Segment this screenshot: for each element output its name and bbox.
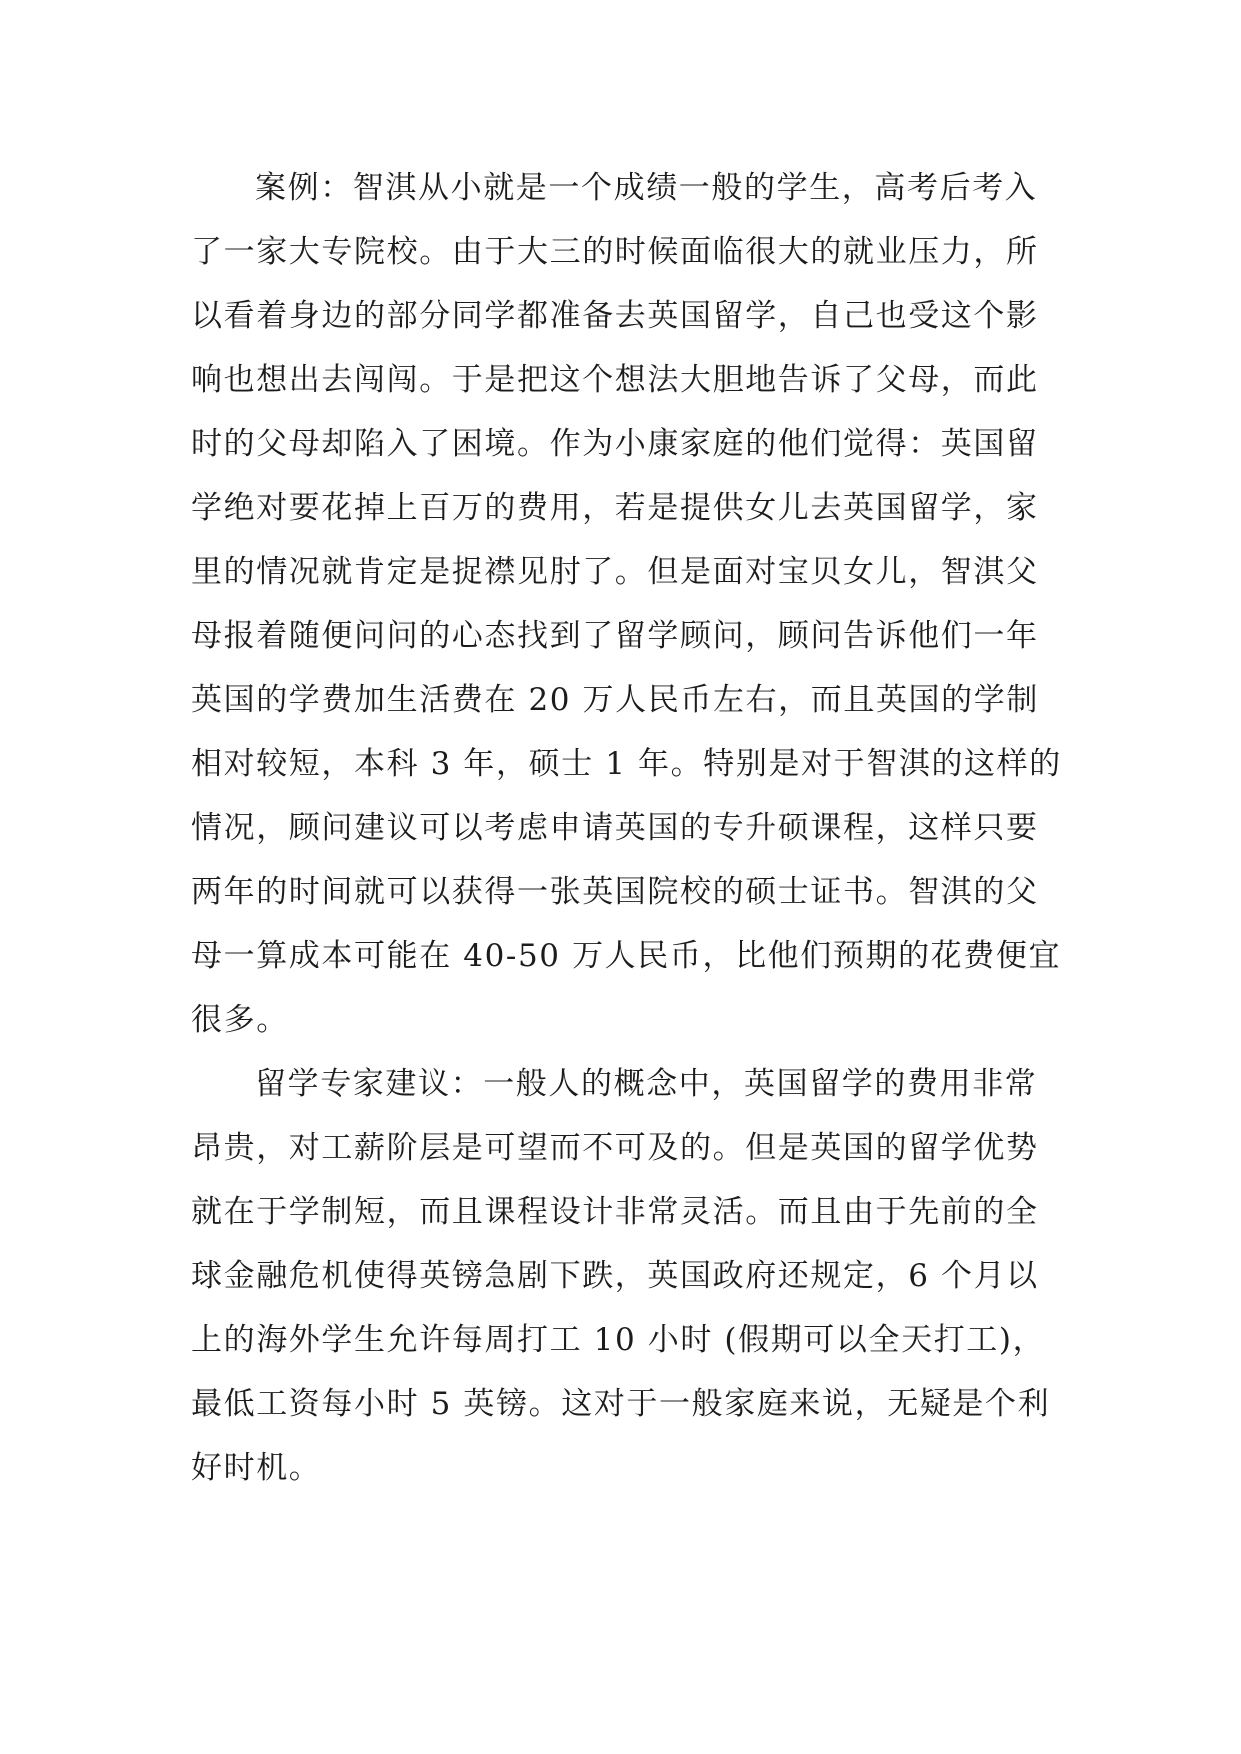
text-line: 母一算成本可能在 40-50 万人民币，比他们预期的花费便宜 xyxy=(191,938,1062,974)
text-line: 相对较短，本科 3 年，硕士 1 年。特别是对于智淇的这样的 xyxy=(191,746,1062,782)
text-line: 学绝对要花掉上百万的费用，若是提供女儿去英国留学，家 xyxy=(191,490,1039,526)
text-line: 英国的学费加生活费在 20 万人民币左右，而且英国的学制 xyxy=(191,682,1039,718)
text-line: 了一家大专院校。由于大三的时候面临很大的就业压力，所 xyxy=(191,234,1039,270)
text-line: 球金融危机使得英镑急剧下跌，英国政府还规定，6 个月以 xyxy=(191,1258,1039,1294)
text-line: 上的海外学生允许每周打工 10 小时 (假期可以全天打工)， xyxy=(191,1322,1046,1358)
text-line: 两年的时间就可以获得一张英国院校的硕士证书。智淇的父 xyxy=(191,874,1039,910)
body-text xyxy=(191,156,1062,1500)
expert-advice-paragraph xyxy=(191,1052,1051,1500)
text-line: 好时机。 xyxy=(191,1450,322,1486)
text-line: 昂贵，对工薪阶层是可望而不可及的。但是英国的留学优势 xyxy=(191,1130,1039,1166)
text-line: 留学专家建议：一般人的概念中，英国留学的费用非常 xyxy=(255,1066,1038,1102)
text-line: 最低工资每小时 5 英镑。这对于一般家庭来说，无疑是个利 xyxy=(191,1386,1051,1422)
text-line: 案例：智淇从小就是一个成绩一般的学生，高考后考入 xyxy=(255,170,1038,206)
text-line: 情况，顾问建议可以考虑申请英国的专升硕课程，这样只要 xyxy=(191,810,1039,846)
text-line: 母报着随便问问的心态找到了留学顾问，顾问告诉他们一年 xyxy=(191,618,1039,654)
text-line: 就在于学制短，而且课程设计非常灵活。而且由于先前的全 xyxy=(191,1194,1039,1230)
text-line: 以看着身边的部分同学都准备去英国留学，自己也受这个影 xyxy=(191,298,1039,334)
text-line: 很多。 xyxy=(191,1002,289,1038)
text-line: 响也想出去闯闯。于是把这个想法大胆地告诉了父母，而此 xyxy=(191,362,1039,398)
text-line: 时的父母却陷入了困境。作为小康家庭的他们觉得：英国留 xyxy=(191,426,1039,462)
case-paragraph xyxy=(191,156,1062,1052)
text-line: 里的情况就肯定是捉襟见肘了。但是面对宝贝女儿，智淇父 xyxy=(191,554,1039,590)
